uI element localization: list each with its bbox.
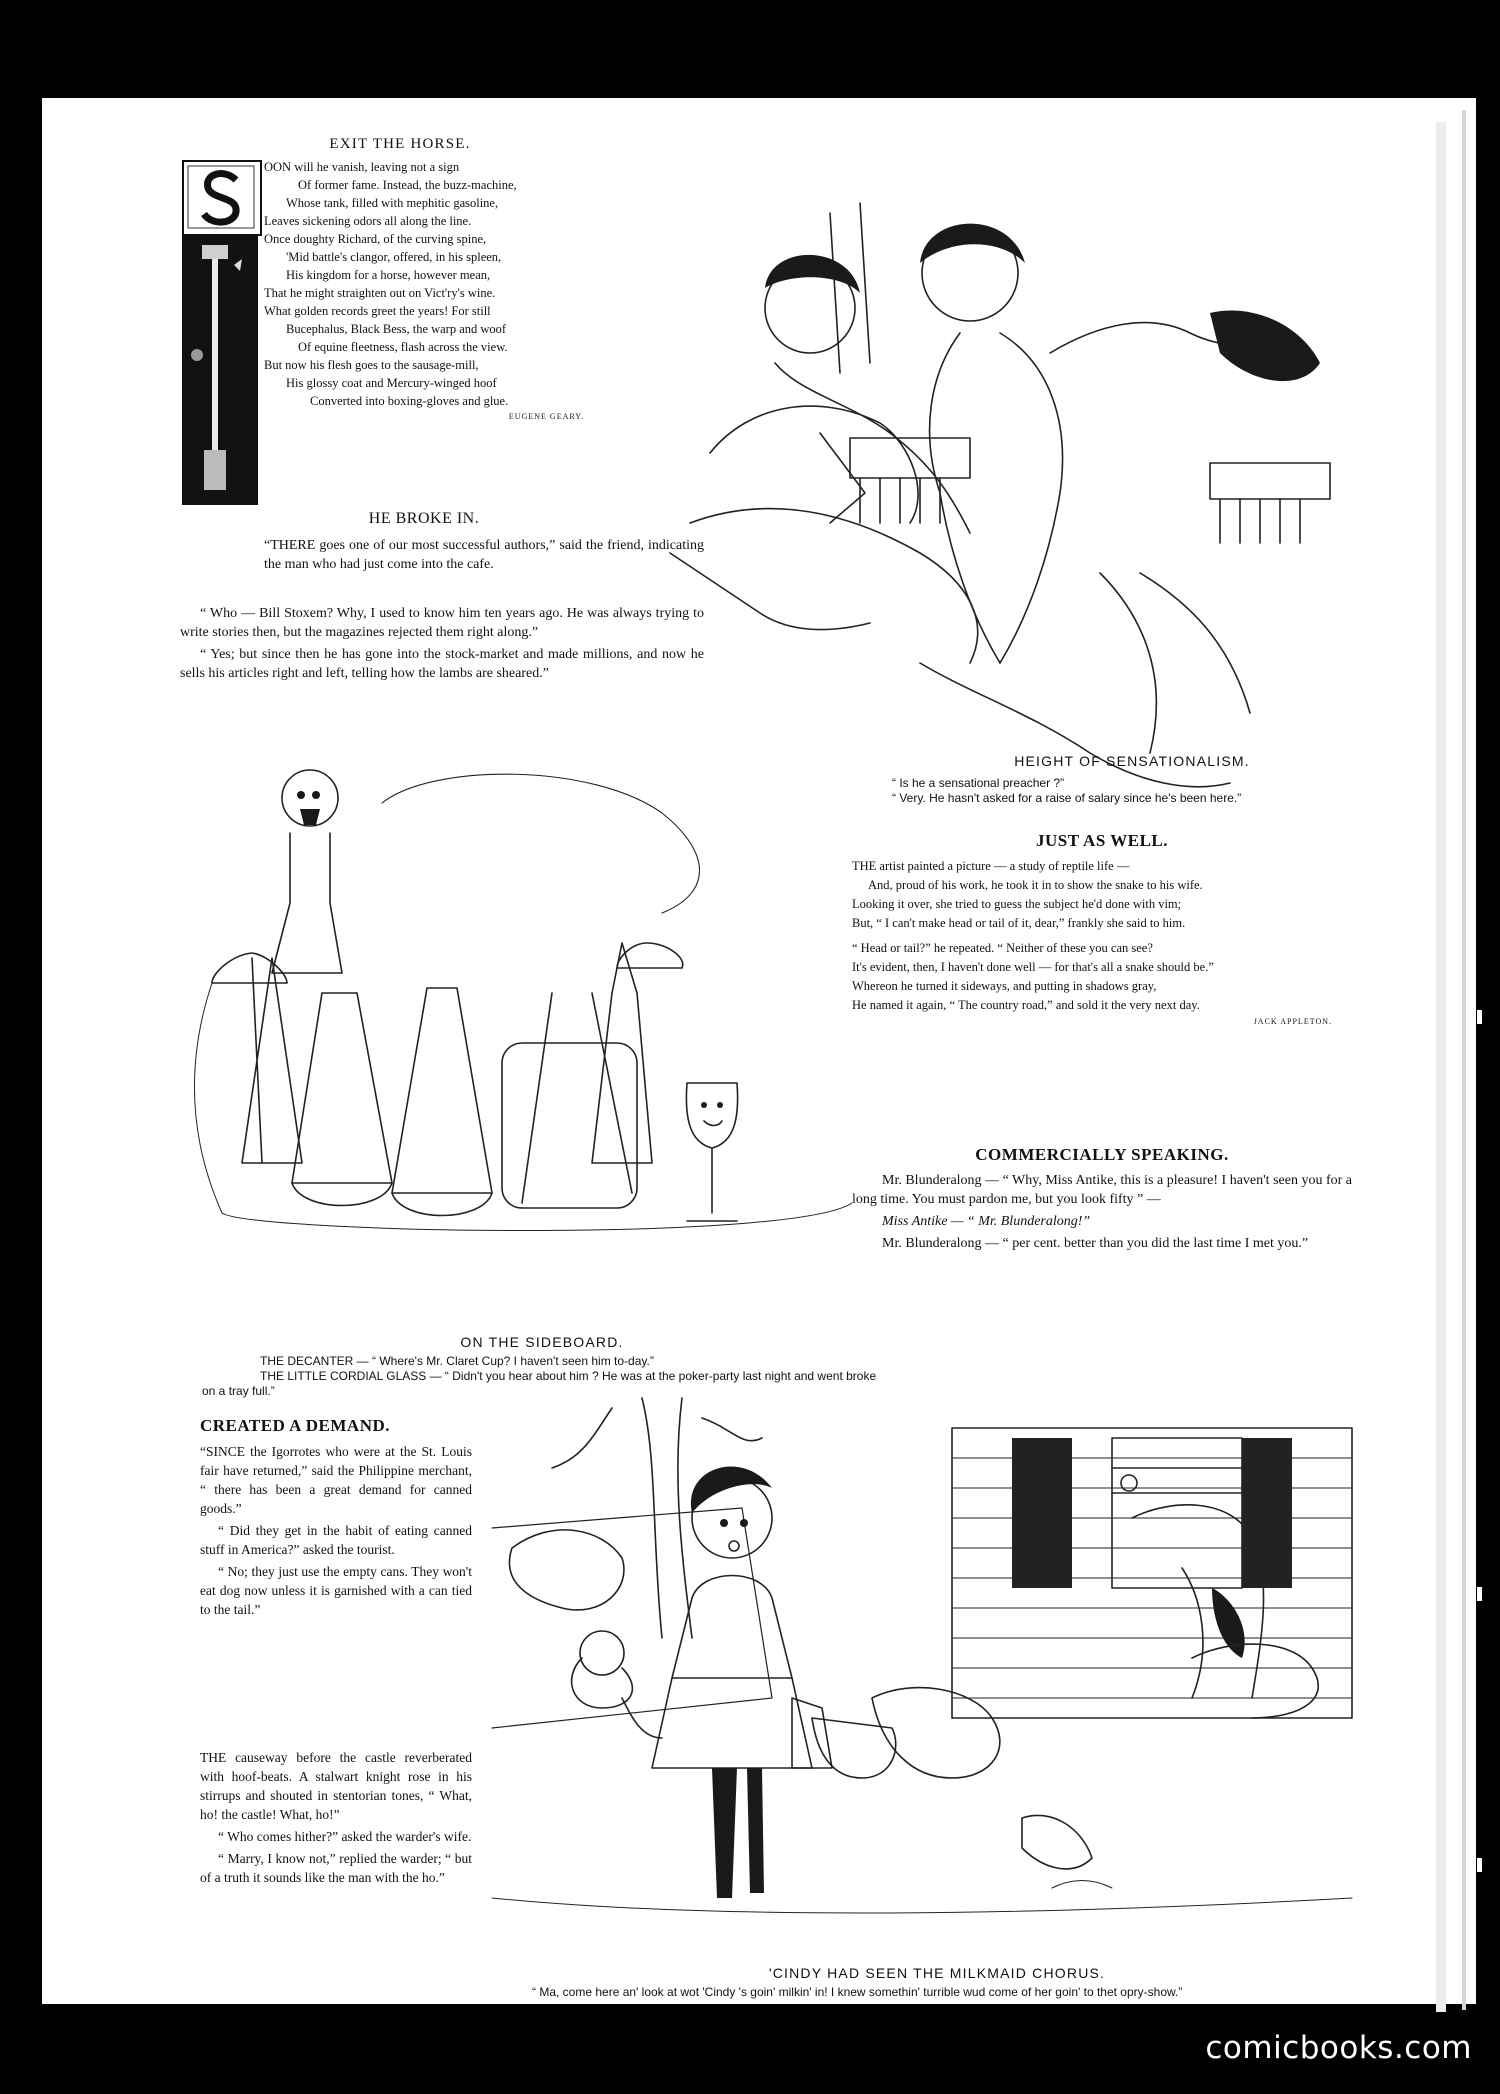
created-demand-paragraph-2: “ Did they get in the habit of eating canned stuff in America?” asked the tourist.: [200, 1523, 472, 1557]
sideboard-line-1: THE DECANTER — “ Where's Mr. Claret Cup? I haven't seen him to-day.”: [260, 1354, 654, 1368]
commercially-line-2: Miss Antike — “ Mr. Blunderalong!”: [882, 1214, 1091, 1229]
causeway-paragraph-3: “ Marry, I know not,” replied the warder; “ but of a truth it sounds like the man with the ho.”: [200, 1851, 472, 1885]
verse-line: Converted into boxing-gloves and glue.: [310, 394, 509, 408]
he-broke-in-lead: [264, 536, 704, 577]
edge-mark: [1477, 1587, 1482, 1601]
binding-edge: [1462, 110, 1466, 2010]
sideboard-line-2: THE LITTLE CORDIAL GLASS — “ Didn't you hear about him ? He was at the poker-party last night and went broke on a tray full.”: [202, 1369, 877, 1398]
just-as-well-poem: [852, 831, 1352, 1026]
verse-line: His glossy coat and Mercury-winged hoof: [286, 376, 497, 390]
exit-the-horse-title: EXIT THE HORSE.: [329, 136, 471, 152]
verse-line: Looking it over, she tried to guess the subject he'd done with vim;: [852, 897, 1182, 911]
street-lamp-illustration: [182, 235, 258, 505]
sensationalism-line-2: “ Very. He hasn't asked for a raise of salary since he's been here.”: [892, 791, 1242, 805]
verse-line: What golden records greet the years! For still: [264, 304, 491, 318]
verse-line: Whereon he turned it sideways, and putting in shadows gray,: [852, 979, 1157, 993]
just-as-well-title: JUST AS WELL.: [1035, 831, 1169, 850]
magazine-page: [42, 98, 1476, 2004]
sensationalism-line-1: “ Is he a sensational preacher ?”: [892, 776, 1065, 790]
he-broke-in-paragraph-1: “THERE goes one of our most successful authors,” said the friend, indicating the man who had just come into the cafe.: [264, 538, 704, 572]
exit-the-horse-verses: [264, 158, 604, 421]
commercially-speaking-title: COMMERCIALLY SPEAKING.: [975, 1145, 1229, 1164]
poem-author: EUGENE GEARY.: [508, 412, 584, 421]
poem-author: JACK APPLETON.: [1253, 1017, 1332, 1026]
created-demand-paragraph-3: “ No; they just use the empty cans. They won't eat dog now unless it is garnished with a can tied to the tail.”: [200, 1564, 472, 1617]
edge-mark: [1477, 1010, 1482, 1024]
causeway-joke: [200, 1748, 472, 1890]
commercially-line-3: Mr. Blunderalong — “ per cent. better than you did the last time I met you.”: [882, 1236, 1309, 1251]
verse-line: But, “ I can't make head or tail of it, dear,” frankly she said to him.: [852, 916, 1186, 930]
site-watermark: comicbooks.com: [1205, 2030, 1472, 2066]
sideboard-caption-wrap: [202, 1334, 882, 1399]
he-broke-in-paragraph-3: “ Yes; but since then he has gone into the stock-market and made millions, and now he sells his articles right and left, telling how the lambs are sheared.”: [180, 647, 704, 681]
verse-line: He named it again, “ The country road,” and sold it the very next day.: [852, 998, 1200, 1012]
milkmaid-line-1: “ Ma, come here an' look at wot 'Cindy 's goin' milkin' in! I knew somethin' turrible wud come of her goin' to thet opry-show.”: [532, 1985, 1183, 1999]
exit-the-horse-poem: [180, 136, 620, 157]
verse-line: It's evident, then, I haven't done well — for that's all a snake should be.”: [852, 960, 1214, 974]
two-women-illustration: [670, 193, 1370, 833]
lamp-post-icon: [182, 235, 258, 505]
sensationalism-caption-wrap: [872, 753, 1392, 773]
verse-line: Bucephalus, Black Bess, the warp and woof: [286, 322, 507, 336]
created-a-demand-title: CREATED A DEMAND.: [200, 1416, 391, 1435]
causeway-paragraph-2: “ Who comes hither?” asked the warder's wife.: [218, 1829, 472, 1844]
sideboard-caption: ON THE SIDEBOARD.: [460, 1334, 624, 1350]
he-broke-in-paragraph-2: “ Who — Bill Stoxem? Why, I used to know him ten years ago. He was always trying to write stories then, but the magazines rejected them right along.”: [180, 606, 704, 640]
verse-line: Of equine fleetness, flash across the view.: [298, 340, 508, 354]
verse-line: “ Head or tail?” he repeated. “ Neither of these you can see?: [852, 941, 1153, 955]
verse-line: Of former fame. Instead, the buzz-machine,: [298, 178, 517, 192]
created-a-demand: [200, 1416, 472, 1622]
verse-line: That he might straighten out on Vict'ry's wine.: [264, 286, 496, 300]
sensationalism-caption: HEIGHT OF SENSATIONALISM.: [1014, 753, 1250, 769]
verse-line: Whose tank, filled with mephitic gasoline,: [286, 196, 499, 210]
commercially-speaking: [852, 1145, 1352, 1256]
verse-line: But now his flesh goes to the sausage-mill,: [264, 358, 479, 372]
commercially-line-1: Mr. Blunderalong — “ Why, Miss Antike, this is a pleasure! I haven't seen you for a long time. You must pardon me, but you look fifty ” —: [852, 1173, 1352, 1207]
verse-line: 'Mid battle's clangor, offered, in his spleen,: [286, 250, 502, 264]
he-broke-in-body: [180, 604, 704, 686]
verse-line: His kingdom for a horse, however mean,: [286, 268, 491, 282]
milkmaid-caption: 'CINDY HAD SEEN THE MILKMAID CHORUS.: [768, 1965, 1106, 1981]
verse-line: THE artist painted a picture — a study of reptile life —: [852, 859, 1130, 873]
milkmaid-farmyard-illustration: [492, 1398, 1362, 1958]
drop-cap-s-ornament: [182, 160, 262, 236]
he-broke-in-title-wrap: [264, 510, 704, 534]
verse-line: Once doughty Richard, of the curving spine,: [264, 232, 487, 246]
edge-mark: [1477, 1858, 1482, 1872]
sideboard-glasses-illustration: [192, 743, 882, 1293]
milkmaid-caption-wrap: [462, 1965, 1342, 2000]
binding-gutter: [1436, 122, 1446, 2012]
he-broke-in-title: HE BROKE IN.: [368, 510, 480, 527]
causeway-paragraph-1: THE causeway before the castle reverberated with hoof-beats. A stalwart knight rose in his stirrups and shouted in stentorian tones, “ What, ho! the castle! What, ho!”: [200, 1750, 472, 1822]
sensationalism-dialogue: [852, 776, 1352, 806]
verse-line: Leaves sickening odors all along the line.: [264, 214, 472, 228]
created-demand-paragraph-1: “SINCE the Igorrotes who were at the St. Louis fair have returned,” said the Philippine merchant, “ there has been a great demand for canned goods.”: [200, 1444, 472, 1516]
ornamental-s-icon: [184, 162, 260, 234]
verse-line: OON will he vanish, leaving not a sign: [264, 160, 460, 174]
verse-line: And, proud of his work, he took it in to show the snake to his wife.: [868, 878, 1203, 892]
